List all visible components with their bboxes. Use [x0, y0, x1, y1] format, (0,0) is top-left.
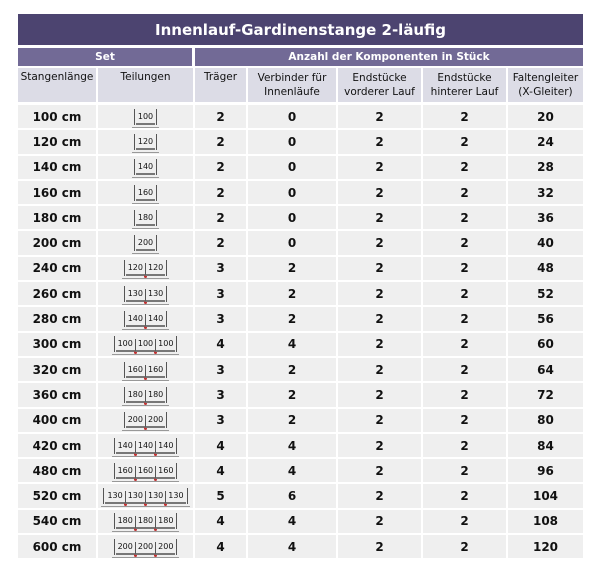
rod-segment-label: 120 [145, 263, 165, 276]
cell-end-back: 2 [423, 434, 508, 459]
cell-connector: 2 [248, 358, 338, 383]
cell-end-front: 2 [338, 231, 423, 256]
cell-connector: 2 [248, 409, 338, 434]
cell-end-front: 2 [338, 105, 423, 130]
rod-segment-label: 200 [136, 238, 155, 251]
cell-end-front: 2 [338, 358, 423, 383]
rod-diagram-icon [134, 109, 157, 125]
cell-glider: 84 [508, 434, 583, 459]
cell-end-front: 2 [338, 484, 423, 509]
cell-end-front: 2 [338, 206, 423, 231]
cell-length: 400 cm [18, 409, 98, 434]
col-header-connector-line1: Verbinder für [257, 72, 327, 84]
col-header-end-back-line2: hinterer Lauf [430, 86, 499, 98]
cell-end-front: 2 [338, 383, 423, 408]
cell-glider: 96 [508, 459, 583, 484]
component-table [18, 14, 583, 560]
cell-divisions [98, 459, 195, 484]
col-header-length: Stangenlänge [18, 66, 98, 102]
rod-segment-label: 130 [126, 289, 145, 302]
cell-divisions [98, 105, 195, 130]
cell-end-front: 2 [338, 282, 423, 307]
cell-end-back: 2 [423, 459, 508, 484]
rod-segment-label: 130 [125, 491, 145, 504]
cell-carrier: 2 [195, 130, 248, 155]
cell-glider: 104 [508, 484, 583, 509]
cell-end-back: 2 [423, 333, 508, 358]
cell-end-back: 2 [423, 156, 508, 181]
cell-length: 520 cm [18, 484, 98, 509]
col-header-end-front-line1: Endstücke [352, 72, 407, 84]
table-row [18, 459, 583, 484]
cell-carrier: 2 [195, 231, 248, 256]
col-header-carrier: Träger [195, 66, 248, 102]
cell-divisions [98, 535, 195, 560]
rod-diagram-icon [134, 134, 157, 150]
cell-connector: 2 [248, 282, 338, 307]
rod-diagram-icon [114, 336, 178, 352]
cell-divisions [98, 206, 195, 231]
cell-length: 540 cm [18, 510, 98, 535]
col-header-divisions: Teilungen [98, 66, 195, 102]
cell-end-back: 2 [423, 484, 508, 509]
rod-diagram-icon [114, 513, 178, 529]
cell-glider: 120 [508, 535, 583, 560]
cell-connector: 2 [248, 257, 338, 282]
cell-end-back: 2 [423, 282, 508, 307]
cell-glider: 20 [508, 105, 583, 130]
cell-divisions [98, 383, 195, 408]
cell-divisions [98, 409, 195, 434]
rod-segment-label: 120 [136, 137, 155, 150]
rod-segment-label: 100 [116, 339, 135, 352]
table-row [18, 206, 583, 231]
cell-glider: 24 [508, 130, 583, 155]
table-body [18, 105, 583, 560]
cell-end-front: 2 [338, 181, 423, 206]
cell-length: 200 cm [18, 231, 98, 256]
cell-carrier: 4 [195, 510, 248, 535]
cell-length: 160 cm [18, 181, 98, 206]
rod-diagram-icon [114, 438, 178, 454]
col-header-glider-line1: Faltengleiter [512, 72, 579, 84]
cell-carrier: 2 [195, 105, 248, 130]
rod-segment-label: 140 [155, 441, 175, 454]
cell-glider: 64 [508, 358, 583, 383]
group-header-row [18, 48, 583, 66]
table-row [18, 434, 583, 459]
cell-carrier: 2 [195, 206, 248, 231]
cell-end-back: 2 [423, 130, 508, 155]
rod-diagram-icon [124, 260, 168, 276]
cell-carrier: 3 [195, 383, 248, 408]
rod-segment-label: 200 [145, 415, 165, 428]
rod-segment-label: 100 [155, 339, 175, 352]
rod-segment-label: 180 [135, 516, 155, 529]
cell-end-back: 2 [423, 358, 508, 383]
rod-diagram-icon [124, 412, 168, 428]
cell-divisions [98, 484, 195, 509]
table-row [18, 484, 583, 509]
cell-end-back: 2 [423, 206, 508, 231]
table-row [18, 130, 583, 155]
cell-length: 600 cm [18, 535, 98, 560]
cell-end-back: 2 [423, 383, 508, 408]
rod-segment-label: 130 [145, 491, 165, 504]
cell-divisions [98, 510, 195, 535]
cell-end-front: 2 [338, 510, 423, 535]
cell-length: 240 cm [18, 257, 98, 282]
cell-length: 360 cm [18, 383, 98, 408]
table-row [18, 307, 583, 332]
rod-segment-label: 130 [145, 289, 165, 302]
rod-segment-label: 160 [126, 365, 145, 378]
rod-segment-label: 140 [116, 441, 135, 454]
cell-length: 260 cm [18, 282, 98, 307]
cell-connector: 0 [248, 130, 338, 155]
cell-glider: 52 [508, 282, 583, 307]
cell-end-front: 2 [338, 434, 423, 459]
cell-connector: 0 [248, 105, 338, 130]
rod-segment-label: 140 [126, 314, 145, 327]
cell-divisions [98, 231, 195, 256]
cell-end-back: 2 [423, 257, 508, 282]
cell-carrier: 3 [195, 257, 248, 282]
cell-glider: 28 [508, 156, 583, 181]
cell-divisions [98, 156, 195, 181]
table-row [18, 156, 583, 181]
cell-connector: 4 [248, 510, 338, 535]
cell-carrier: 3 [195, 358, 248, 383]
column-header-row [18, 66, 583, 102]
cell-carrier: 3 [195, 307, 248, 332]
rod-segment-label: 160 [135, 466, 155, 479]
rod-diagram-icon [124, 286, 168, 302]
rod-segment-label: 180 [116, 516, 135, 529]
cell-connector: 2 [248, 307, 338, 332]
col-header-glider-line2: (X-Gleiter) [518, 86, 573, 98]
cell-length: 280 cm [18, 307, 98, 332]
cell-glider: 72 [508, 383, 583, 408]
rod-segment-label: 160 [116, 466, 135, 479]
cell-glider: 40 [508, 231, 583, 256]
rod-segment-label: 140 [145, 314, 165, 327]
table-row [18, 181, 583, 206]
table-title: Innenlauf-Gardinenstange 2-läufig [18, 14, 583, 48]
table-row [18, 535, 583, 560]
cell-divisions [98, 307, 195, 332]
group-header-components: Anzahl der Komponenten in Stück [195, 48, 583, 66]
cell-end-front: 2 [338, 459, 423, 484]
rod-segment-label: 100 [135, 339, 155, 352]
cell-end-front: 2 [338, 333, 423, 358]
cell-end-front: 2 [338, 257, 423, 282]
table-row [18, 409, 583, 434]
cell-carrier: 4 [195, 535, 248, 560]
rod-segment-label: 100 [136, 112, 155, 125]
cell-length: 180 cm [18, 206, 98, 231]
cell-carrier: 5 [195, 484, 248, 509]
rod-diagram-icon [134, 159, 157, 175]
cell-connector: 0 [248, 156, 338, 181]
rod-diagram-icon [124, 311, 168, 327]
rod-segment-label: 200 [135, 542, 155, 555]
rod-segment-label: 160 [145, 365, 165, 378]
table-row [18, 333, 583, 358]
cell-carrier: 4 [195, 333, 248, 358]
cell-end-back: 2 [423, 510, 508, 535]
rod-segment-label: 130 [165, 491, 185, 504]
cell-carrier: 4 [195, 434, 248, 459]
cell-connector: 4 [248, 459, 338, 484]
rod-segment-label: 160 [136, 188, 155, 201]
cell-carrier: 2 [195, 156, 248, 181]
rod-segment-label: 120 [126, 263, 145, 276]
rod-diagram-icon [124, 387, 168, 403]
cell-glider: 80 [508, 409, 583, 434]
table-row [18, 282, 583, 307]
rod-diagram-icon [134, 185, 157, 201]
rod-diagram-icon [103, 488, 187, 504]
cell-divisions [98, 333, 195, 358]
cell-connector: 4 [248, 434, 338, 459]
cell-end-back: 2 [423, 307, 508, 332]
cell-end-back: 2 [423, 181, 508, 206]
cell-length: 480 cm [18, 459, 98, 484]
col-header-end-front [338, 66, 423, 102]
rod-segment-label: 180 [126, 390, 145, 403]
cell-divisions [98, 130, 195, 155]
table-row [18, 510, 583, 535]
cell-divisions [98, 358, 195, 383]
cell-divisions [98, 282, 195, 307]
cell-length: 100 cm [18, 105, 98, 130]
rod-diagram-icon [134, 210, 157, 226]
table-row [18, 257, 583, 282]
table-row [18, 383, 583, 408]
rod-segment-label: 200 [126, 415, 145, 428]
rod-segment-label: 140 [136, 162, 155, 175]
col-header-end-front-line2: vorderer Lauf [344, 86, 415, 98]
rod-segment-label: 180 [145, 390, 165, 403]
cell-connector: 4 [248, 333, 338, 358]
cell-end-front: 2 [338, 156, 423, 181]
rod-segment-label: 160 [155, 466, 175, 479]
table-row [18, 358, 583, 383]
rod-segment-label: 200 [116, 542, 135, 555]
cell-glider: 36 [508, 206, 583, 231]
col-header-glider [508, 66, 583, 102]
col-header-end-back [423, 66, 508, 102]
cell-divisions [98, 257, 195, 282]
cell-end-front: 2 [338, 409, 423, 434]
cell-glider: 48 [508, 257, 583, 282]
cell-connector: 0 [248, 206, 338, 231]
cell-glider: 108 [508, 510, 583, 535]
rod-diagram-icon [134, 235, 157, 251]
cell-carrier: 3 [195, 282, 248, 307]
cell-glider: 60 [508, 333, 583, 358]
cell-connector: 6 [248, 484, 338, 509]
cell-connector: 4 [248, 535, 338, 560]
cell-carrier: 3 [195, 409, 248, 434]
cell-connector: 0 [248, 181, 338, 206]
cell-end-front: 2 [338, 130, 423, 155]
col-header-end-back-line1: Endstücke [437, 72, 492, 84]
cell-length: 420 cm [18, 434, 98, 459]
rod-segment-label: 200 [155, 542, 175, 555]
cell-length: 120 cm [18, 130, 98, 155]
cell-glider: 56 [508, 307, 583, 332]
cell-glider: 32 [508, 181, 583, 206]
rod-segment-label: 130 [105, 491, 124, 504]
table-row [18, 105, 583, 130]
rod-segment-label: 140 [135, 441, 155, 454]
cell-carrier: 2 [195, 181, 248, 206]
col-header-connector [248, 66, 338, 102]
cell-end-back: 2 [423, 231, 508, 256]
cell-length: 320 cm [18, 358, 98, 383]
col-header-connector-line2: Innenläufe [264, 86, 320, 98]
cell-length: 140 cm [18, 156, 98, 181]
cell-divisions [98, 434, 195, 459]
rod-segment-label: 180 [136, 213, 155, 226]
cell-end-back: 2 [423, 105, 508, 130]
cell-carrier: 4 [195, 459, 248, 484]
rod-diagram-icon [114, 539, 178, 555]
cell-connector: 0 [248, 231, 338, 256]
cell-end-back: 2 [423, 535, 508, 560]
cell-end-front: 2 [338, 535, 423, 560]
cell-connector: 2 [248, 383, 338, 408]
rod-segment-label: 180 [155, 516, 175, 529]
table-row [18, 231, 583, 256]
cell-end-back: 2 [423, 409, 508, 434]
rod-diagram-icon [124, 362, 168, 378]
group-header-set: Set [18, 48, 192, 66]
cell-length: 300 cm [18, 333, 98, 358]
rod-diagram-icon [114, 463, 178, 479]
cell-divisions [98, 181, 195, 206]
cell-end-front: 2 [338, 307, 423, 332]
